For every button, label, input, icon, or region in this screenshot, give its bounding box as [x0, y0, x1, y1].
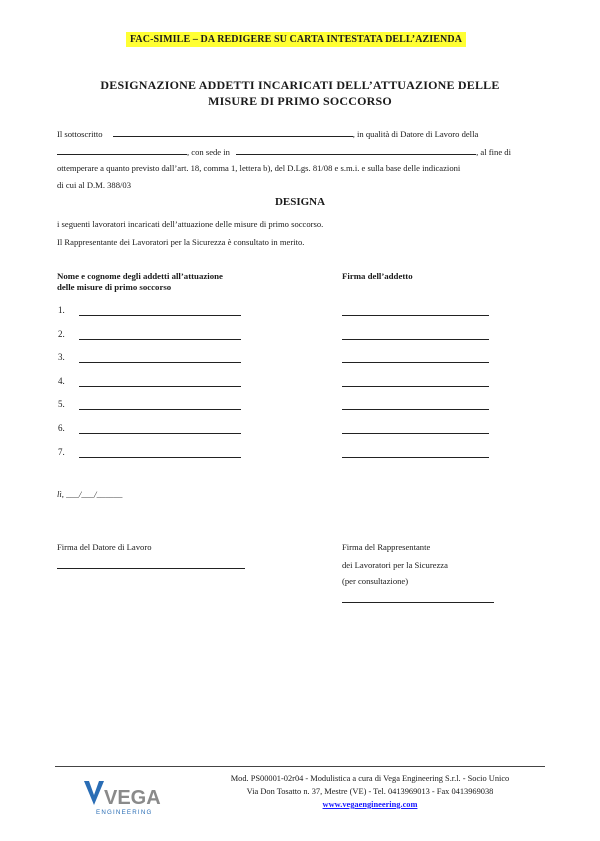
names-header-line1: Nome e cognome degli addetti all’attuazione [57, 271, 223, 281]
facsimile-banner: FAC-SIMILE – DA REDIGERE SU CARTA INTESTATA DELL’AZIENDA [126, 32, 466, 47]
addetto-signature-line[interactable] [342, 386, 489, 387]
rls-signature-label-2: dei Lavoratori per la Sicurezza [342, 560, 448, 570]
row-number: 1. [58, 305, 65, 315]
intro-line-1 [57, 127, 547, 139]
intro-sottoscritto: Il sottoscritto [57, 129, 103, 139]
name-blank[interactable] [113, 127, 353, 137]
row-number: 5. [58, 399, 65, 409]
addetto-name-line[interactable] [79, 433, 241, 434]
addetto-signature-line[interactable] [342, 362, 489, 363]
vega-logo [82, 777, 162, 817]
signature-column-header: Firma dell’addetto [342, 271, 413, 281]
designa-heading: DESIGNA [274, 196, 326, 208]
row-number: 6. [58, 423, 65, 433]
addetto-signature-line[interactable] [342, 457, 489, 458]
company-blank[interactable] [57, 145, 187, 155]
row-number: 7. [58, 447, 65, 457]
addetto-signature-line[interactable] [342, 409, 489, 410]
document-title-line1: DESIGNAZIONE ADDETTI INCARICATI DELL’ATTUAZIONE DELLE [100, 78, 500, 92]
names-column-header [57, 271, 223, 293]
date-field[interactable]: lì, ___/___/______ [57, 489, 123, 499]
rls-signature-line[interactable] [342, 602, 494, 603]
addetto-name-line[interactable] [79, 315, 241, 316]
addetto-signature-line[interactable] [342, 433, 489, 434]
vega-logo-icon [82, 777, 162, 817]
footer-line-1: Mod. PS00001-02r04 - Modulistica a cura di Vega Engineering S.r.l. - Socio Unico [230, 774, 510, 783]
logo-subtext: ENGINEERING [96, 809, 153, 816]
body-line-2: Il Rappresentante dei Lavoratori per la Sicurezza è consultato in merito. [57, 237, 305, 247]
row-number: 4. [58, 376, 65, 386]
names-header-line2: delle misure di primo soccorso [57, 282, 172, 292]
logo-text: VEGA [104, 787, 161, 809]
intro-qualita: , in qualità di Datore di Lavoro della [352, 129, 479, 139]
row-number: 2. [58, 329, 65, 339]
addetto-name-line[interactable] [79, 409, 241, 410]
addetto-name-line[interactable] [79, 339, 241, 340]
addetto-name-line[interactable] [79, 457, 241, 458]
document-title-line2: MISURE DI PRIMO SOCCORSO [208, 94, 392, 108]
row-number: 3. [58, 352, 65, 362]
footer-line-2: Via Don Tosatto n. 37, Mestre (VE) - Tel. 0413969013 - Fax 0413969038 [246, 787, 494, 796]
employer-signature-label: Firma del Datore di Lavoro [57, 542, 152, 552]
intro-line-3: ottemperare a quanto previsto dall’art. 18, comma 1, lettera b), del D.Lgs. 81/08 e s.m.i. e sulla base delle indicazioni [57, 163, 461, 173]
rls-signature-label-1: Firma del Rappresentante [342, 542, 431, 552]
addetto-signature-line[interactable] [342, 339, 489, 340]
location-blank[interactable] [236, 145, 476, 155]
addetto-signature-line[interactable] [342, 315, 489, 316]
footer-separator [55, 766, 545, 767]
body-line-1: i seguenti lavoratori incaricati dell’attuazione delle misure di primo soccorso. [57, 219, 324, 229]
intro-fine: , al fine di [476, 147, 511, 157]
addetto-name-line[interactable] [79, 362, 241, 363]
intro-line-2 [57, 145, 547, 157]
rls-signature-label-3: (per consultazione) [342, 576, 409, 586]
intro-line-4: di cui al D.M. 388/03 [57, 180, 131, 190]
employer-signature-line[interactable] [57, 568, 245, 569]
website-link[interactable]: www.vegaengineering.com [322, 800, 418, 809]
addetto-name-line[interactable] [79, 386, 241, 387]
intro-sede: , con sede in [187, 147, 230, 157]
